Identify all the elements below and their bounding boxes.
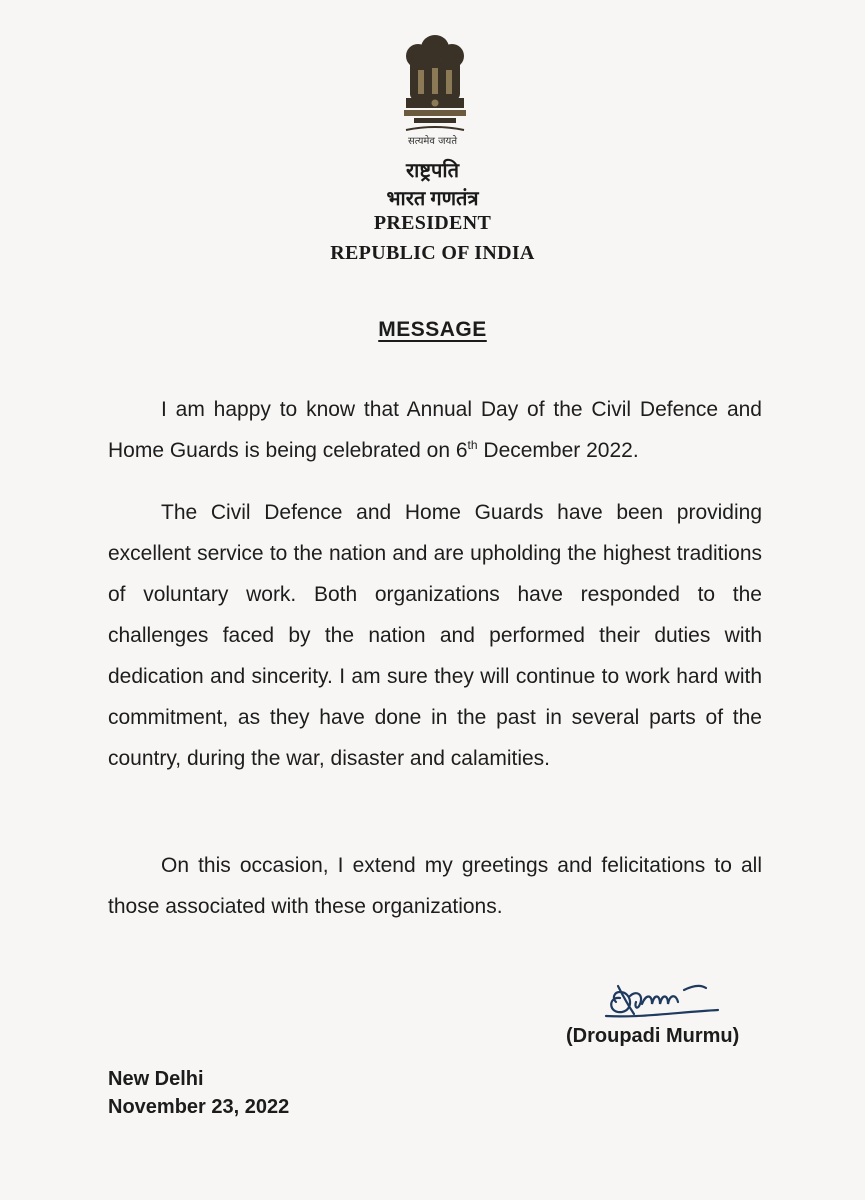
office-title: PRESIDENT [373, 212, 492, 234]
place-of-issue: New Delhi [108, 1068, 204, 1090]
paragraph-1-tail: December 2022. [477, 439, 639, 462]
message-paragraph-1 [108, 389, 762, 471]
message-heading [0, 318, 865, 342]
message-heading-text: MESSAGE [378, 318, 487, 341]
signatory-name: (Droupadi Murmu) [566, 1025, 740, 1047]
paragraph-2-text: The Civil Defence and Home Guards have been providing excellent service to the nation and are upholding the highest traditions of voluntary work. Both organizations have responded to the challenges faced by the nation and performed their duties with dedication and sincerity. I am sure they will continue to work hard with commitment, as they have done in the past in several parts of the country, during the war, disaster and calamities. [108, 501, 762, 770]
ordinal-suffix: th [467, 438, 478, 452]
office-subtitle: REPUBLIC OF INDIA [330, 242, 535, 264]
emblem-motto: सत्यमेव जयते [407, 136, 458, 147]
date-of-issue: November 23, 2022 [108, 1096, 290, 1118]
national-emblem-icon [396, 30, 474, 140]
handwritten-signature [600, 968, 730, 1028]
message-paragraph-2 [108, 492, 762, 779]
paragraph-1-text: I am happy to know that Annual Day of the Civil Defence and Home Guards is being celebrated on 6 [108, 398, 762, 462]
paragraph-3-text: On this occasion, I extend my greetings and felicitations to all those associated with these organizations. [108, 854, 762, 918]
message-paragraph-3 [108, 845, 762, 927]
office-subtitle-hindi: भारत गणतंत्र [386, 188, 479, 210]
office-title-hindi: राष्ट्रपति [406, 160, 459, 182]
